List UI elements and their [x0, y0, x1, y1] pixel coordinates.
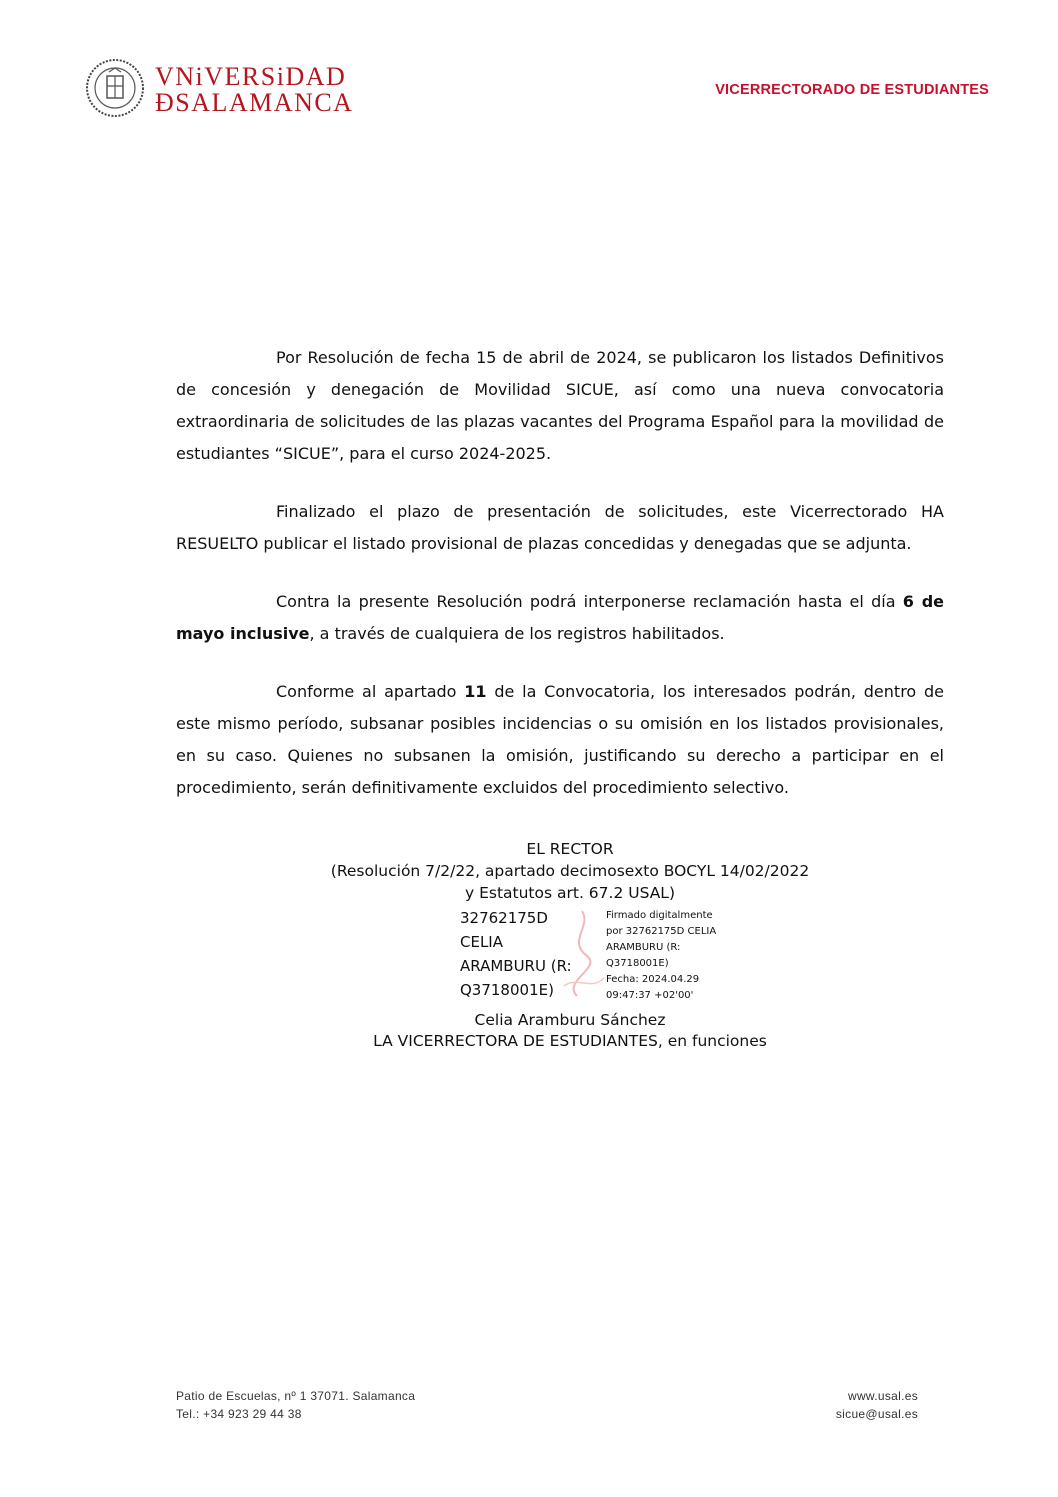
footer-phone: Tel.: +34 923 29 44 38: [176, 1407, 302, 1421]
footer-website[interactable]: www.usal.es: [848, 1389, 918, 1403]
signature-header: [250, 838, 890, 904]
footer-contact: [176, 1387, 415, 1423]
footer-email[interactable]: sicue@usal.es: [835, 1407, 918, 1421]
digital-signature-details: Firmado digitalmente por 32762175D CELIA ARAMBURU (R: Q3718001E) Fecha: 2024.04.29 09:47:37 +02'00': [606, 910, 717, 1001]
paragraph-4: Conforme al apartado 11 de la Convocatoria, los interesados podrán, dentro de este mismo período, subsanar posibles incidencias o su omisión en los listados provisionales, en su caso. Quienes no subsanen la omisión, justificando su derecho a participar en el procedimiento, serán definitivamente excluidos del procedimiento selectivo.: [176, 682, 945, 797]
university-logo: [83, 58, 354, 120]
resolution-reference: (Resolución 7/2/22, apartado decimosexto BOCYL 14/02/2022: [330, 862, 810, 880]
signer-id: 32762175D CELIA ARAMBURU (R: Q3718001E): [460, 909, 572, 999]
signer-title: EL RECTOR: [526, 840, 614, 858]
resolution-body: [176, 342, 944, 830]
section-number: 11: [464, 682, 487, 701]
footer-links: [836, 1387, 918, 1423]
statutes-reference: y Estatutos art. 67.2 USAL): [464, 884, 675, 902]
university-name-line2: ÐSALAMANCA: [155, 88, 354, 117]
footer-address: Patio de Escuelas, nº 1 37071. Salamanca: [176, 1389, 416, 1403]
university-name-line1: VNiVERSiDAD: [155, 62, 347, 91]
department-title: VICERRECTORADO DE ESTUDIANTES: [715, 82, 989, 98]
signer-role: LA VICERRECTORA DE ESTUDIANTES, en funciones: [373, 1032, 767, 1050]
signer-name: Celia Aramburu Sánchez: [474, 1011, 666, 1029]
paragraph-3: Contra la presente Resolución podrá interponerse reclamación hasta el día 6 de mayo inclusive, a través de cualquiera de los registros habilitados.: [176, 592, 944, 643]
digital-signature: [460, 906, 740, 1006]
university-seal-icon: [83, 58, 147, 118]
paragraph-1: Por Resolución de fecha 15 de abril de 2024, se publicaron los listados Definitivos de concesión y denegación de Movilidad SICUE, así como una nueva convocatoria extraordinaria de solicitudes de las plazas vacantes del Programa Español para la movilidad de estudiantes “SICUE”, para el curso 2024-2025.: [176, 348, 944, 463]
paragraph-2: Finalizado el plazo de presentación de solicitudes, este Vicerrectorado HA RESUELTO publicar el listado provisional de plazas concedidas y denegadas que se adjunta.: [176, 502, 944, 553]
deadline-date: 6 de mayo inclusive: [176, 592, 944, 643]
signer-block: [250, 1010, 890, 1052]
